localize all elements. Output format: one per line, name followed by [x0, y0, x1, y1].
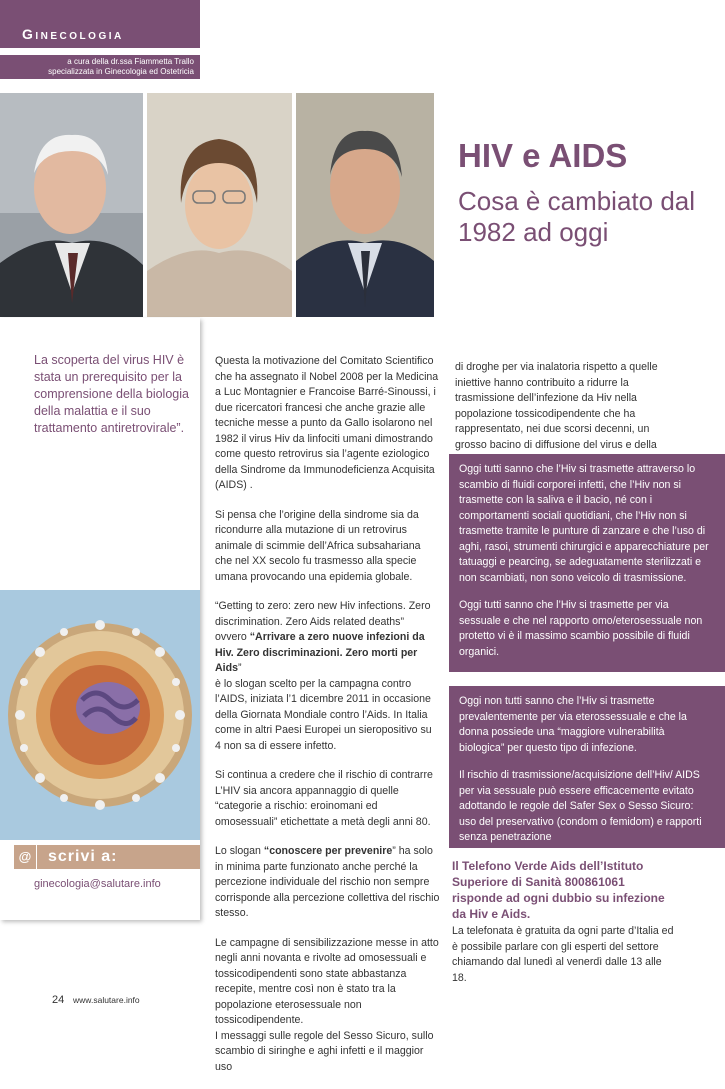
article-subtitle: Cosa è cambiato dal 1982 ad oggi — [458, 186, 696, 247]
article-title: HIV e AIDS — [458, 137, 628, 174]
photo-portrait-2 — [147, 93, 292, 317]
write-to-label: scrivi a: — [48, 848, 118, 865]
text-prefix: Lo slogan — [215, 845, 264, 857]
at-icon: @ — [14, 845, 37, 869]
author-line-2: specializzata in Ginecologia ed Ostetricia — [48, 67, 194, 76]
paragraph: Si continua a credere che il rischio di contrarre L’HIV sia ancora appannaggio di quelle “categorie a rischio: eroinomani ed omosessuali” etichettate a metà degli anni 80. — [215, 769, 433, 828]
highlight-box-1 — [449, 454, 725, 672]
write-to-bar — [14, 845, 200, 869]
hotline-heading: Il Telefono Verde Aids dell’Istituto Superiore di Sanità 800861061 risponde ad ogni dubbio su infezione da Hiv e Aids. — [452, 859, 665, 921]
photo-portrait-3 — [296, 93, 434, 317]
slogan-english: “Getting to zero: zero new Hiv infections. Zero discrimination. Zero Aids related deaths” — [215, 600, 431, 628]
slogan-paragraph — [215, 599, 440, 754]
box-paragraph: Oggi tutti sanno che l’Hiv si trasmette per via sessuale e che nel rapporto omo/eterosessuale non protetto vi è il massimo scambio possibile di fluidi organici. — [459, 599, 703, 658]
email-link[interactable]: ginecologia@salutare.info — [34, 878, 161, 890]
hotline-text: La telefonata è gratuita da ogni parte d’Italia ed è possibile parlare con gli esperti del settore chiamando dal lunedì al venerdì dalle 13 alle 18. — [452, 925, 674, 984]
paragraph: Questa la motivazione del Comitato Scientifico che ha assegnato il Nobel 2008 per la Medicina a Luc Montagnier e Francoise Barré-Sinoussi, i due ricercatori francesi che anche grazie alle tecniche messe a punto da Gallo isolarono nel 1982 il virus Hiv da linfociti umani dimostrando come questo retrovirus sia l’agente eziologico della Sindrome da Immunodeficienza Acquisita (AIDS) . — [215, 355, 439, 491]
page-number: 24 — [52, 994, 65, 1006]
section-tab — [0, 0, 200, 48]
virus-illustration — [0, 590, 200, 840]
slogan-italian: “Arrivare a zero nuove infezioni da Hiv. Zero discriminazioni. Zero morti per Aids — [215, 631, 425, 674]
section-label: Ginecologia — [22, 26, 124, 42]
box-paragraph: Oggi tutti sanno che l’Hiv si trasmette attraverso lo scambio di fluidi corporei infetti, che l’Hiv non si trasmette con la saliva e il bacio, né con i comportamenti sociali quotidiani, che l’Hiv non si trasmette tramite le punture di zanzare e che l’uso di aghi, rasoi, strumenti chirurgici e apparecchiature per tatuaggi e pearcing, se adeguatamente sterilizzati e non scambiati, non sono veicolo di trasmissione. — [459, 463, 709, 584]
photo-portrait-1 — [0, 93, 143, 317]
text-suffix: ” ha solo in minima parte funzionato anche perché la percezione individuale del rischio non sempre corrisponde alla percezione collettiva del rischio stesso. — [215, 845, 440, 919]
box-paragraph: Oggi non tutti sanno che l’Hiv si trasmette prevalentemente per via eterossessuale e che la donna possiede una “maggiore vulnerabilità biologica” per questo tipo di infezione. — [459, 695, 687, 754]
author-band — [0, 55, 200, 79]
paragraph: I messaggi sulle regole del Sesso Sicuro, sullo scambio di siringhe e aghi infetti e il maggior uso — [215, 1029, 434, 1073]
box-paragraph: Il rischio di trasmissione/acquisizione dell’Hiv/ AIDS per via sessuale può essere efficacemente evitato adottando le regole del Safer Sex o Sesso Sicuro: uso del preservativo (condom o femidom) e rapporti senza penetrazione — [459, 769, 702, 843]
paragraph: di droghe per via inalatoria rispetto a quelle iniettive hanno contribuito a ridurre la trasmissione dell’infezione da Hiv nella popolazione tossicodipendente che ha rappresentato, nei due scorsi decenni, un grosso bacino di diffusione del virus e della — [455, 361, 658, 451]
slogan-description: è lo slogan scelto per la campagna contro l’AIDS, iniziata l’1 dicembre 2011 in occasione della Giornata Mondiale contro l’Aids. In Italia come in altri Paesi Europei un sieropositivo su 4 non sa di essere infetto. — [215, 677, 432, 752]
footer-url[interactable]: www.salutare.info — [73, 995, 140, 1005]
article-column-1 — [215, 354, 440, 1089]
slogan-prevention: “conoscere per prevenire — [263, 845, 393, 857]
page-footer — [52, 994, 140, 1006]
slogan-prefix: ovvero — [215, 631, 250, 643]
slogan-suffix: ” — [237, 662, 242, 674]
paragraph: Si pensa che l’origine della sindrome sia da ricondurre alla mutazione di un retrovirus animale di scimmie dell’Africa subsahariana che nel XX secolo fu trasmesso alla specie umana provocando una epidemia globale. — [215, 508, 421, 583]
highlight-box-2 — [449, 686, 725, 848]
paragraph — [215, 844, 440, 922]
pullquote: La scoperta del virus HIV è stata un prerequisito per la comprensione della biologia della malattia e il suo trattamento antiretrovirale”. — [34, 353, 189, 435]
author-line-1: a cura della dr.ssa Fiammetta Trallo — [67, 57, 194, 66]
paragraph: Le campagne di sensibilizzazione messe in atto negli anni novanta e rivolte ad omosessuali e tossicodipendenti sono state abbastanza recepite, mentre così non è stato tra la popolazione eterosessuale non tossicodipendente. — [215, 936, 439, 1026]
